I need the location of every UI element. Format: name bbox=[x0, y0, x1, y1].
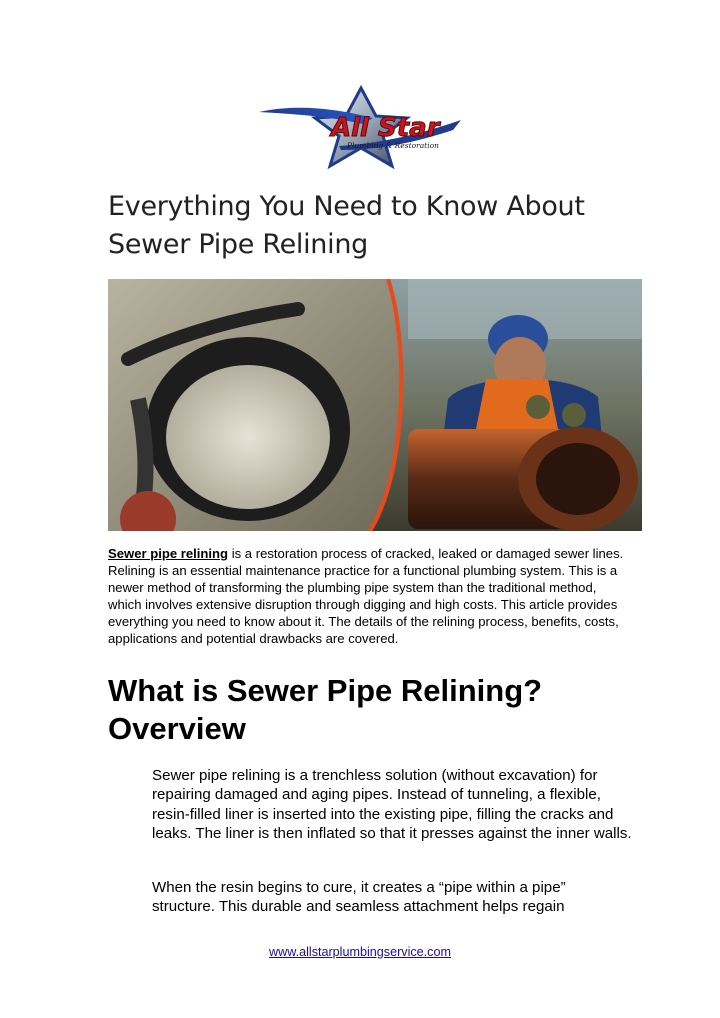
logo-subtext: Plumbing & Restoration bbox=[347, 141, 439, 150]
logo-graphic bbox=[255, 84, 467, 170]
overview-paragraph-1: Sewer pipe relining is a trenchless solution (without excavation) for repairing damaged and aging pipes. Instead of tunneling, a flexible, resin-filled liner is inserted into the existing pipe, filling the cracks and leaks. The liner is then inflated so that it presses against the inner walls. bbox=[152, 767, 632, 842]
heading-line-1: What is Sewer Pipe Relining? bbox=[108, 673, 543, 708]
title-line-1: Everything You Need to Know About bbox=[108, 191, 585, 222]
intro-text: is a restoration process of cracked, leaked or damaged sewer lines. Relining is an essential maintenance practice for a functional plumbing system. This is a newer method of transforming the plumbing pipe system than the traditional method, which involves extensive disruption through digging and high costs. This article provides everything you need to know about it. The details of the relining process, benefits, costs, applications and potential drawbacks are covered. bbox=[108, 546, 624, 646]
title-line-2: Sewer Pipe Relining bbox=[108, 229, 368, 260]
heading-line-2: Overview bbox=[108, 711, 246, 746]
sewer-pipe-relining-link[interactable]: Sewer pipe relining bbox=[108, 546, 229, 561]
hero-image bbox=[108, 279, 642, 531]
logo-text: All Star bbox=[331, 113, 440, 143]
section-heading bbox=[108, 672, 648, 748]
intro-paragraph bbox=[108, 546, 628, 647]
company-logo bbox=[255, 84, 467, 170]
page-title bbox=[108, 188, 648, 264]
page-footer bbox=[0, 945, 720, 959]
hero-illustration bbox=[108, 279, 642, 531]
overview-paragraph-2: When the resin begins to cure, it creates a “pipe within a pipe” structure. This durable and seamless attachment helps regain bbox=[152, 879, 566, 916]
website-link[interactable]: www.allstarplumbingservice.com bbox=[269, 945, 451, 959]
